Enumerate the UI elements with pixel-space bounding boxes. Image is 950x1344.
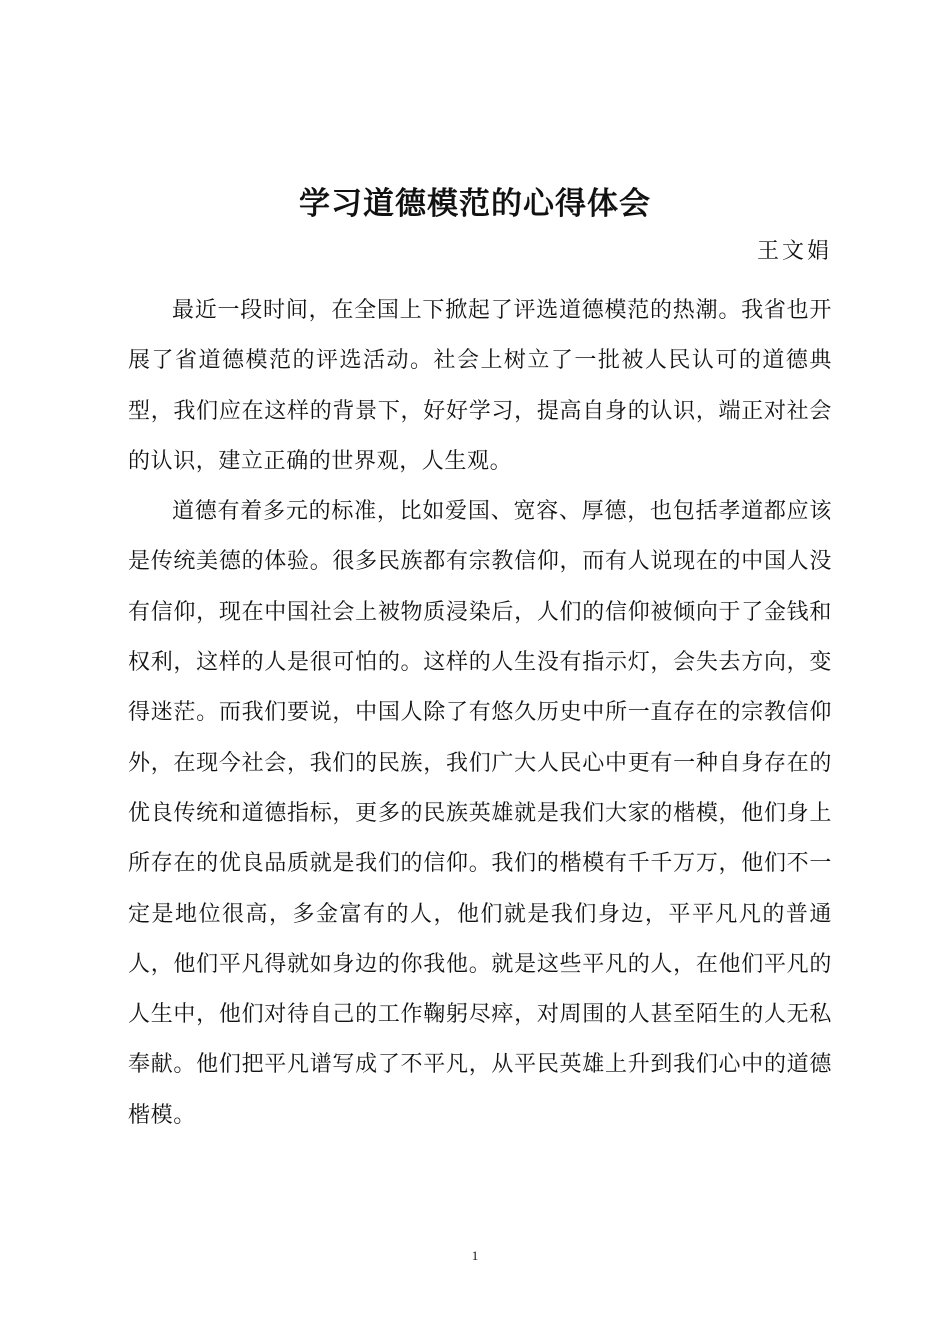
paragraph-1: 最近一段时间，在全国上下掀起了评选道德模范的热潮。我省也开展了省道德模范的评选活动。社会上树立了一批被人民认可的道德典型，我们应在这样的背景下，好好学习，提高自身的认识，端正对社会的认识，建立正确的世界观，人生观。 [128, 298, 832, 474]
paragraph-2: 道德有着多元的标准，比如爱国、宽容、厚德，也包括孝道都应该是传统美德的体验。很多民族都有宗教信仰，而有人说现在的中国人没有信仰，现在中国社会上被物质浸染后，人们的信仰被倾向于了金钱和权利，这样的人是很可怕的。这样的人生没有指示灯，会失去方向，变得迷茫。而我们要说，中国人除了有悠久历史中所一直存在的宗教信仰外，在现今社会，我们的民族，我们广大人民心中更有一种自身存在的优良传统和道德指标，更多的民族英雄就是我们大家的楷模，他们身上所存在的优良品质就是我们的信仰。我们的楷模有千千万万，他们不一定是地位很高，多金富有的人，他们就是我们身边，平平凡凡的普通人，他们平凡得就如身边的你我他。就是这些平凡的人，在他们平凡的人生中，他们对待自己的工作鞠躬尽瘁，对周围的人甚至陌生的人无私奉献。他们把平凡谱写成了不平凡，从平民英雄上升到我们心中的道德楷模。 [128, 499, 832, 1128]
document-body [128, 286, 832, 1141]
page-number: 1 [471, 1248, 479, 1263]
author-name: 王文娟 [756, 239, 832, 264]
document-title: 学习道德模范的心得体会 [299, 186, 651, 222]
